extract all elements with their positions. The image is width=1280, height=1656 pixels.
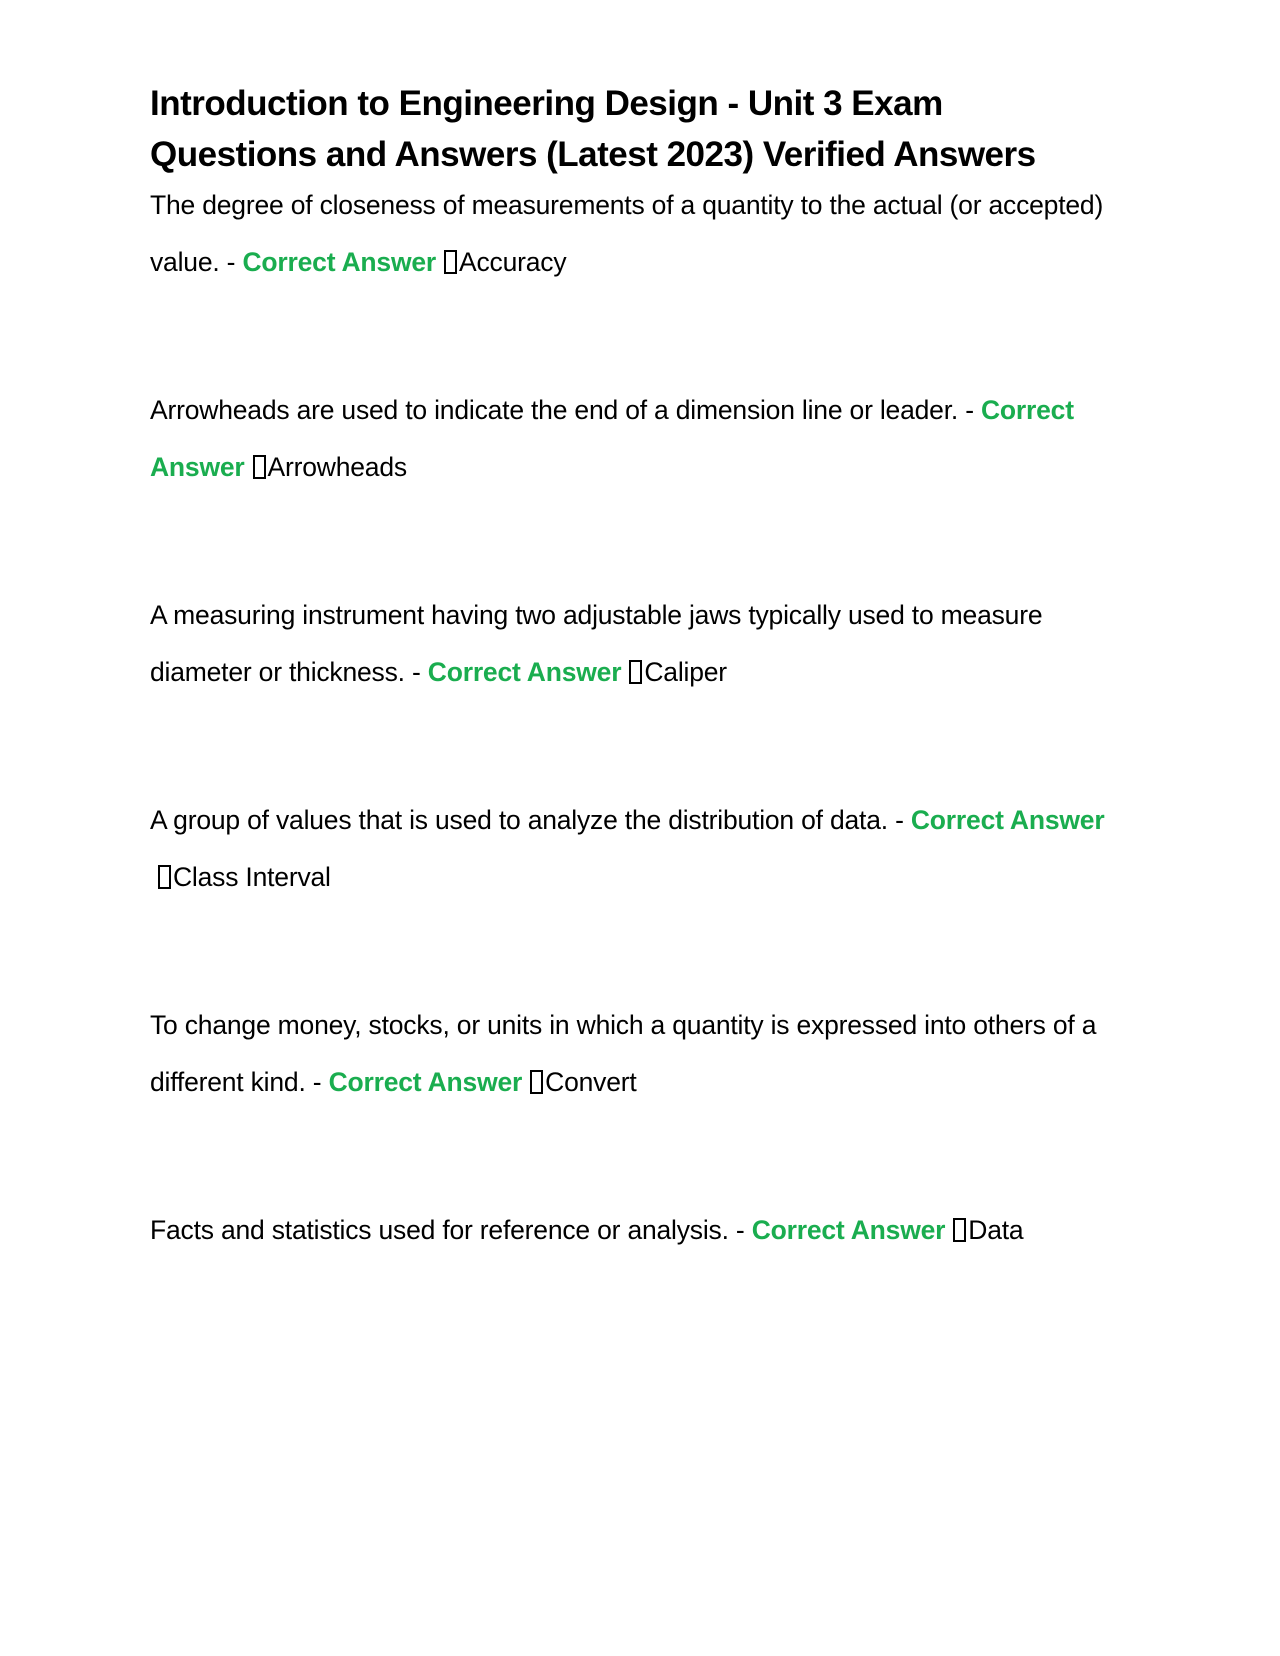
separator: - bbox=[887, 805, 911, 835]
answer-text: Class Interval bbox=[173, 862, 331, 892]
question-text: A measuring instrument having two adjustable jaws typically used to measure diameter or thickness. bbox=[150, 600, 1043, 687]
missing-glyph-box-icon bbox=[444, 250, 457, 274]
document-page bbox=[150, 78, 1110, 1350]
answer-text: Convert bbox=[545, 1067, 637, 1097]
answer-text: Arrowheads bbox=[267, 452, 407, 482]
missing-glyph-box-icon bbox=[253, 455, 266, 479]
document-title: Introduction to Engineering Design - Unit 3 Exam Questions and Answers (Latest 2023) Verified Answers bbox=[150, 84, 1036, 174]
question-text: The degree of closeness of measurements of a quantity to the actual (or accepted) value. bbox=[150, 190, 1104, 277]
separator: - bbox=[219, 247, 243, 277]
missing-glyph-box-icon bbox=[158, 865, 171, 889]
qa-item bbox=[150, 997, 1110, 1111]
correct-answer-label: Correct Answer bbox=[242, 247, 437, 277]
qa-item bbox=[150, 382, 1110, 496]
correct-answer-label: Correct Answer bbox=[150, 395, 1074, 482]
correct-answer-label: Correct Answer bbox=[328, 1067, 523, 1097]
qa-item bbox=[150, 792, 1110, 906]
question-text: Arrowheads are used to indicate the end of a dimension line or leader. bbox=[150, 395, 959, 425]
qa-item bbox=[150, 587, 1110, 701]
correct-answer-label: Correct Answer bbox=[910, 805, 1105, 835]
missing-glyph-box-icon bbox=[530, 1070, 543, 1094]
separator: - bbox=[728, 1215, 752, 1245]
correct-answer-label: Correct Answer bbox=[751, 1215, 946, 1245]
qa-item bbox=[150, 177, 1110, 291]
answer-text: Accuracy bbox=[459, 247, 567, 277]
answer-text: Caliper bbox=[644, 657, 727, 687]
missing-glyph-box-icon bbox=[953, 1218, 966, 1242]
qa-item bbox=[150, 1202, 1110, 1259]
separator: - bbox=[958, 395, 981, 425]
separator: - bbox=[305, 1067, 329, 1097]
correct-answer-label: Correct Answer bbox=[427, 657, 622, 687]
separator: - bbox=[404, 657, 428, 687]
missing-glyph-box-icon bbox=[629, 660, 642, 684]
answer-text: Data bbox=[968, 1215, 1024, 1245]
qa-list bbox=[150, 177, 1110, 1259]
question-text: To change money, stocks, or units in which a quantity is expressed into others of a different kind. bbox=[150, 1010, 1097, 1097]
question-text: A group of values that is used to analyze the distribution of data. bbox=[150, 805, 888, 835]
question-text: Facts and statistics used for reference or analysis. bbox=[150, 1215, 729, 1245]
